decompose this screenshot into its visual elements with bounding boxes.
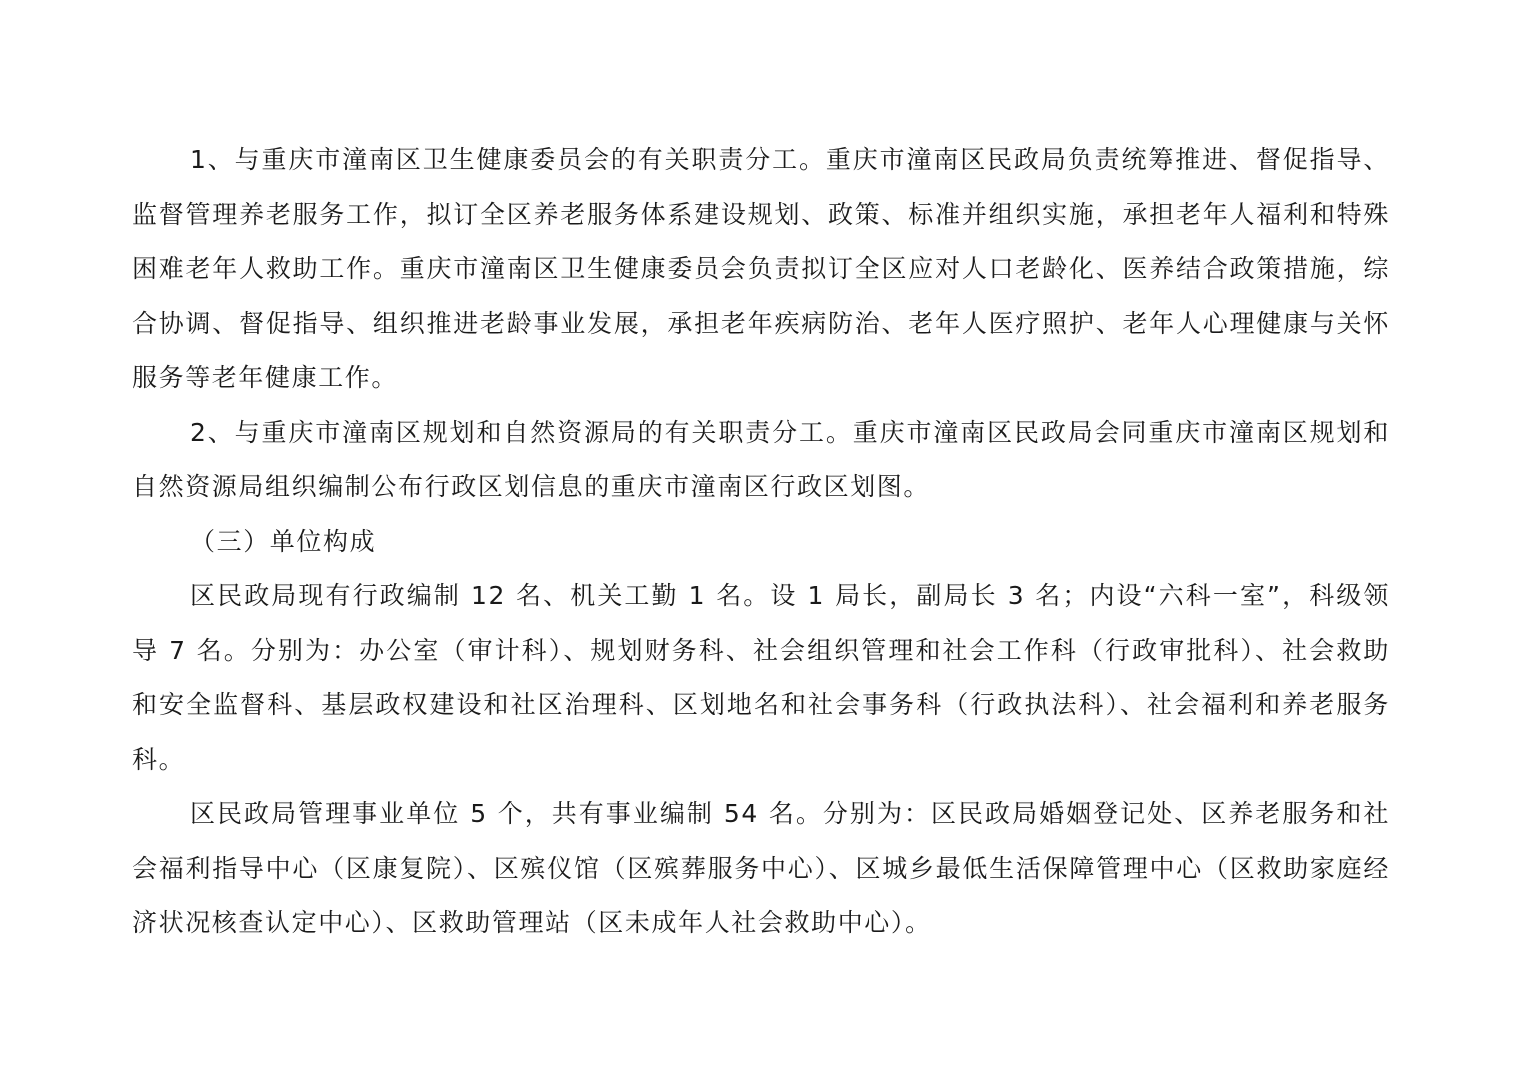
section-heading-unit-composition: （三）单位构成: [190, 526, 377, 556]
document-body: [132, 133, 1390, 951]
paragraph-administrative-staffing: 区民政局现有行政编制 12 名、机关工勤 1 名。设 1 局长，副局长 3 名；内设“六科一室”，科级领导 7 名。分别为：办公室（审计科）、规划财务科、社会组织管理和社会工作科（行政审批科）、社会救助和安全监督科、基层政权建设和社区治理科、区划地名和社会事务科（行政执法科）、社会福利和养老服务科。: [132, 581, 1390, 774]
paragraph-planning-bureau-division: 2、与重庆市潼南区规划和自然资源局的有关职责分工。重庆市潼南区民政局会同重庆市潼南区规划和自然资源局组织编制公布行政区划信息的重庆市潼南区行政区划图。: [132, 417, 1390, 501]
paragraph-public-institutions: 区民政局管理事业单位 5 个，共有事业编制 54 名。分别为：区民政局婚姻登记处、区养老服务和社会福利指导中心（区康复院）、区殡仪馆（区殡葬服务中心）、区城乡最低生活保障管理中心（区救助家庭经济状况核查认定中心）、区救助管理站（区未成年人社会救助中心）。: [132, 799, 1390, 937]
paragraph-health-commission-division: 1、与重庆市潼南区卫生健康委员会的有关职责分工。重庆市潼南区民政局负责统筹推进、督促指导、监督管理养老服务工作，拟订全区养老服务体系建设规划、政策、标准并组织实施，承担老年人福利和特殊困难老年人救助工作。重庆市潼南区卫生健康委员会负责拟订全区应对人口老龄化、医养结合政策措施，综合协调、督促指导、组织推进老龄事业发展，承担老年疾病防治、老年人医疗照护、老年人心理健康与关怀服务等老年健康工作。: [132, 145, 1390, 392]
